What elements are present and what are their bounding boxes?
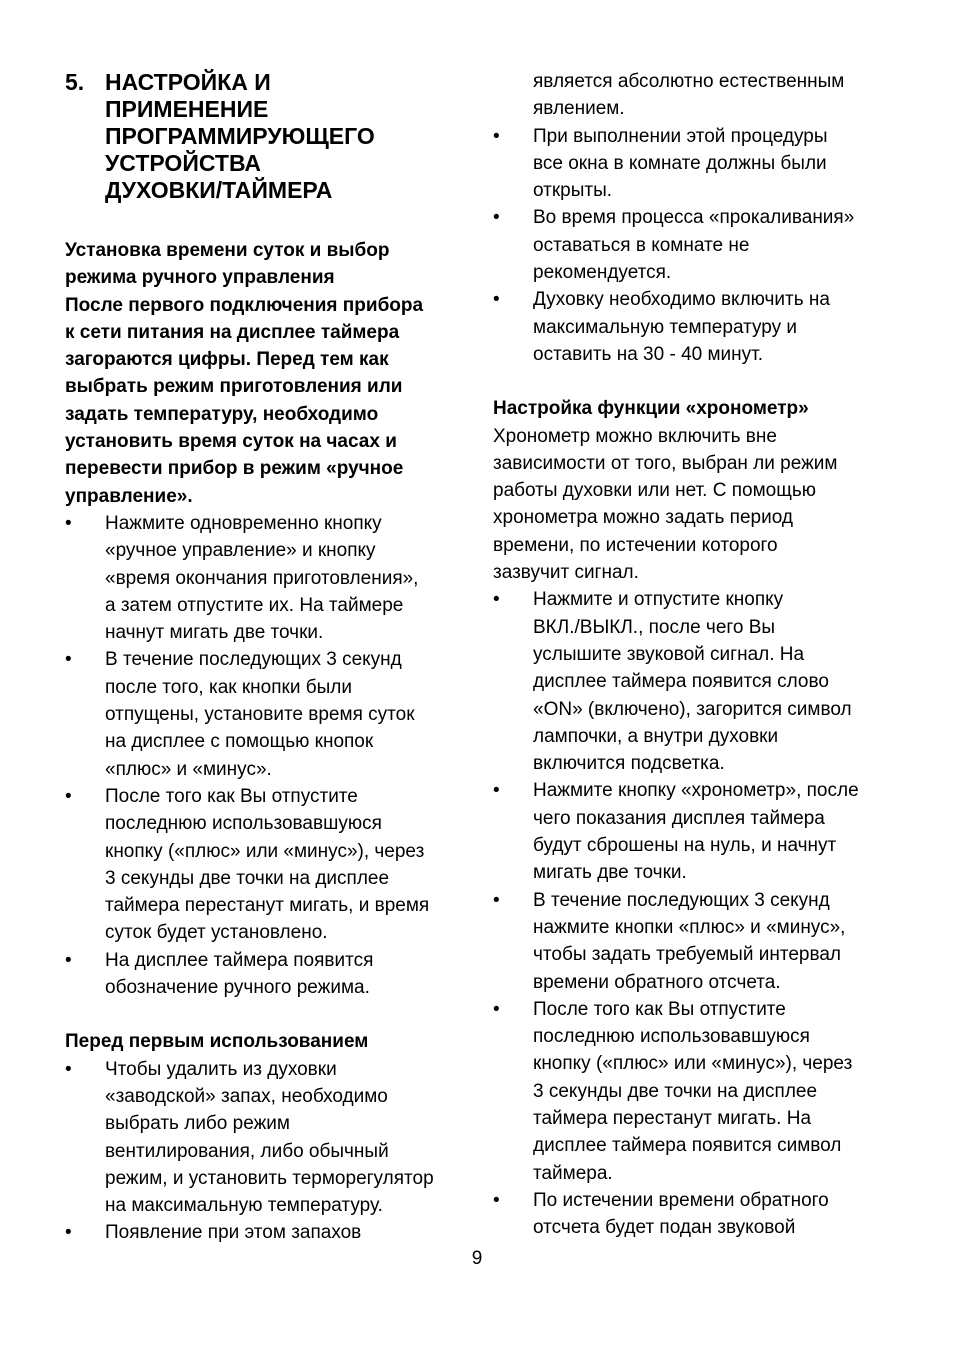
text-line: Установка времени суток и выбор: [65, 240, 390, 261]
text-line: Нажмите кнопку «хронометр», после: [533, 780, 859, 802]
text-line: рекомендуется.: [533, 262, 672, 284]
text-line: таймера перестанут мигать. На: [533, 1107, 812, 1129]
text-line: По истечении времени обратного: [533, 1189, 829, 1211]
text-line: На дисплее таймера появится: [105, 949, 374, 971]
bullet-icon: •: [493, 207, 500, 229]
text-line: чего показания дисплея таймера: [533, 807, 825, 829]
list-item-text: [533, 887, 893, 996]
text-line: режима ручного управления: [65, 267, 335, 289]
text-line: загораются цифры. Перед тем как: [65, 349, 389, 371]
text-line: обозначение ручного режима.: [105, 977, 370, 999]
list-item: [493, 204, 893, 286]
text-line: на максимальную температуру.: [105, 1195, 383, 1217]
left-column: [65, 68, 465, 1247]
list-item-text: [105, 947, 465, 1002]
bullet-icon: •: [493, 125, 500, 147]
bullet-icon: •: [65, 785, 72, 807]
bullet-icon: •: [65, 1058, 72, 1080]
text-line: максимальную температуру и: [533, 316, 798, 338]
bullet-icon: •: [65, 512, 72, 534]
list-item-text: [105, 783, 465, 947]
text-line: «ON» (включено), загорится символ: [533, 698, 852, 720]
text-line: суток будет установлено.: [105, 922, 328, 944]
text-line: начнут мигать две точки.: [105, 622, 324, 644]
text-line: все окна в комнате должны были: [533, 152, 827, 174]
list-item: [493, 777, 893, 886]
page-number: 9: [471, 1248, 483, 1269]
list-item: [493, 887, 893, 996]
list-item: [65, 947, 465, 1002]
text-line: 3 секунды две точки на дисплее: [533, 1080, 818, 1102]
text-line: чтобы задать требуемый интервал: [533, 944, 841, 966]
bullet-icon: •: [65, 649, 72, 671]
text-line: После того как Вы отпустите: [105, 785, 358, 807]
text-line: лампочки, а внутри духовки: [533, 725, 779, 747]
bullet-icon: •: [493, 780, 500, 802]
text-line: управление».: [65, 485, 193, 507]
right-column: [493, 68, 893, 1241]
text-line: В течение последующих 3 секунд: [105, 649, 402, 671]
chrono-heading: Настройка функции «хронометр»: [493, 398, 809, 420]
text-line: «плюс» и «минус».: [105, 758, 272, 780]
list-item-text: [105, 1056, 465, 1220]
text-line: Чтобы удалить из духовки: [105, 1058, 337, 1080]
text-line: последнюю использовавшуюся: [105, 813, 382, 835]
text-line: услышите звуковой сигнал. На: [533, 643, 805, 665]
first-use-list: [65, 1056, 465, 1247]
text-line: вентилирования, либо обычный: [105, 1140, 389, 1162]
text-line: кнопку («плюс» или «минус»), через: [533, 1053, 853, 1075]
bullet-icon: •: [65, 1222, 72, 1244]
text-line: оставить на 30 - 40 минут.: [533, 343, 764, 365]
text-line: режим, и установить терморегулятор: [105, 1167, 434, 1189]
text-line: Нажмите одновременно кнопку: [105, 512, 382, 534]
list-item-text: [533, 204, 893, 286]
text-line: работы духовки или нет. С помощью: [493, 480, 816, 502]
list-item-text: [533, 777, 893, 886]
text-line: таймера.: [533, 1162, 613, 1184]
text-line: Нажмите и отпустите кнопку: [533, 589, 784, 611]
text-line: включится подсветка.: [533, 753, 725, 775]
text-line: Во время процесса «прокаливания»: [533, 207, 855, 229]
clock-intro: [65, 292, 465, 510]
text-line: будут сброшены на нуль, и начнут: [533, 835, 837, 857]
section-title-line: НАСТРОЙКА И: [105, 69, 271, 95]
list-item-text: [105, 1219, 465, 1246]
bullet-icon: •: [493, 1189, 500, 1211]
text-line: В течение последующих 3 секунд: [533, 889, 830, 911]
text-line: отпущены, установите время суток: [105, 704, 415, 726]
text-line: нажмите кнопки «плюс» и «минус»,: [533, 916, 846, 938]
list-item-text: [533, 1187, 893, 1242]
list-item-text: [533, 68, 893, 123]
text-line: дисплее таймера появится слово: [533, 671, 829, 693]
list-item: [493, 286, 893, 368]
text-line: на дисплее с помощью кнопок: [105, 731, 374, 753]
list-item-text: [533, 996, 893, 1187]
section-title: [105, 69, 375, 204]
text-line: является абсолютно естественным: [533, 71, 845, 92]
text-line: открыты.: [533, 180, 613, 202]
section-title-line: ПРИМЕНЕНИЕ: [105, 96, 269, 122]
text-line: задать температуру, необходимо: [65, 403, 379, 425]
section-number: 5.: [65, 69, 85, 95]
first-use-list-continued: [493, 68, 893, 368]
text-line: времени обратного отсчета.: [533, 971, 781, 993]
bullet-icon: •: [65, 949, 72, 971]
text-line: После того как Вы отпустите: [533, 998, 786, 1020]
text-line: таймера перестанут мигать, и время: [105, 895, 430, 917]
text-line: «ручное управление» и кнопку: [105, 540, 376, 562]
text-line: явлением.: [533, 98, 625, 120]
text-line: последнюю использовавшуюся: [533, 1026, 810, 1048]
list-item: [493, 586, 893, 777]
text-line: перевести прибор в режим «ручное: [65, 458, 404, 480]
section-title-line: ДУХОВКИ/ТАЙМЕРА: [105, 177, 333, 203]
text-line: ВКЛ./ВЫКЛ., после чего Вы: [533, 616, 776, 638]
list-item: [65, 783, 465, 947]
text-line: а затем отпустите их. На таймере: [105, 594, 404, 616]
text-line: к сети питания на дисплее таймера: [65, 321, 400, 343]
text-line: оставаться в комнате не: [533, 234, 750, 256]
text-line: установить время суток на часах и: [65, 431, 397, 453]
list-item: [65, 646, 465, 782]
first-use-heading: Перед первым использованием: [65, 1031, 369, 1053]
text-line: После первого подключения прибора: [65, 294, 424, 316]
text-line: Появление при этом запахов: [105, 1222, 362, 1244]
text-line: дисплее таймера появится символ: [533, 1135, 842, 1157]
list-item-continuation: [493, 68, 893, 123]
section-title-line: УСТРОЙСТВА: [105, 150, 262, 176]
list-item: [65, 1219, 465, 1246]
list-item: [493, 1187, 893, 1242]
text-line: отсчета будет подан звуковой: [533, 1217, 796, 1239]
list-item: [65, 510, 465, 646]
bullet-icon: •: [493, 889, 500, 911]
text-line: после того, как кнопки были: [105, 676, 352, 698]
list-item: [493, 996, 893, 1187]
text-line: зависимости от того, выбран ли режим: [493, 452, 838, 474]
text-line: При выполнении этой процедуры: [533, 125, 828, 147]
text-line: «время окончания приготовления»,: [105, 567, 419, 589]
text-line: выбрать режим приготовления или: [65, 376, 403, 398]
text-line: времени, по истечении которого: [493, 534, 778, 556]
chrono-steps-list: [493, 586, 893, 1241]
text-line: мигать две точки.: [533, 862, 687, 884]
text-line: «заводской» запах, необходимо: [105, 1085, 388, 1107]
clock-heading: [65, 237, 465, 292]
text-line: Хронометр можно включить вне: [493, 425, 777, 447]
list-item-text: [105, 646, 465, 782]
chrono-intro: [493, 423, 893, 587]
list-item-text: [533, 123, 893, 205]
clock-steps-list: [65, 510, 465, 1001]
text-line: зазвучит сигнал.: [493, 562, 639, 584]
text-line: выбрать либо режим: [105, 1113, 290, 1135]
text-line: 3 секунды две точки на дисплее: [105, 867, 390, 889]
text-line: кнопку («плюс» или «минус»), через: [105, 840, 425, 862]
text-line: Духовку необходимо включить на: [533, 289, 830, 311]
list-item-text: [105, 510, 465, 646]
section-title-line: ПРОГРАММИРУЮЩЕГО: [105, 123, 375, 149]
list-item: [493, 123, 893, 205]
text-line: хронометра можно задать период: [493, 507, 793, 529]
section-heading: [65, 69, 465, 204]
list-item: [65, 1056, 465, 1220]
bullet-icon: •: [493, 998, 500, 1020]
bullet-icon: •: [493, 589, 500, 611]
list-item-text: [533, 586, 893, 777]
bullet-icon: •: [493, 289, 500, 311]
list-item-text: [533, 286, 893, 368]
